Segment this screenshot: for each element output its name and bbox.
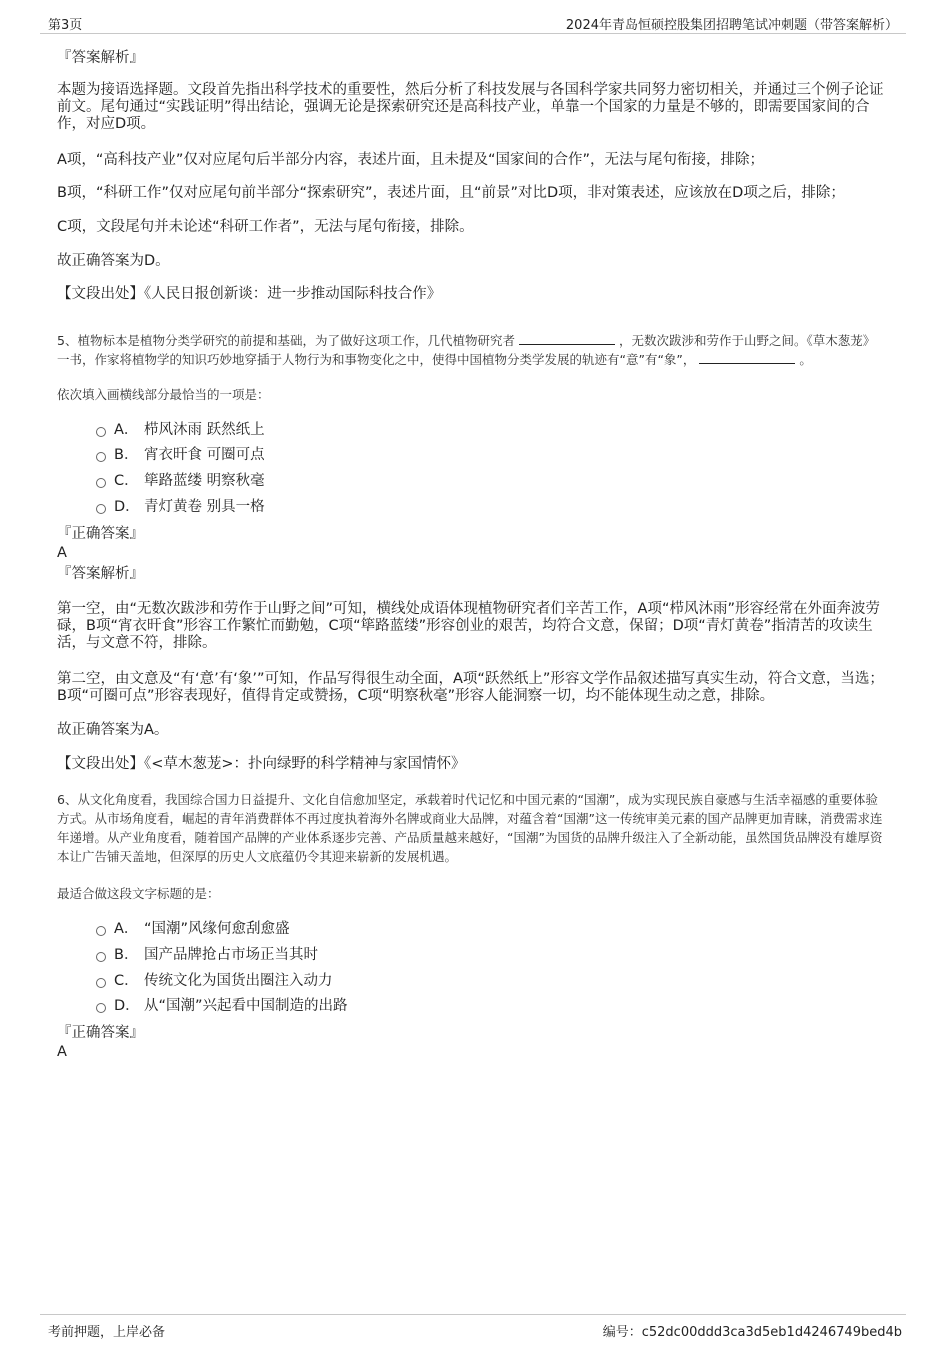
q6-option-b[interactable]: B． 国产品牌抢占市场正当其时: [96, 945, 318, 965]
q4-analysis-label: 『答案解析』: [57, 50, 144, 66]
q5-conclusion: 故正确答案为A。: [57, 722, 169, 738]
q4-analysis-option-c: C项，文段尾句并未论述“科研工作者”，无法与尾句衔接，排除。: [57, 219, 474, 235]
radio-icon[interactable]: [96, 1003, 106, 1013]
q4-source: 【文段出处】《人民日报创新谈：进一步推动国际科技合作》: [57, 286, 442, 302]
q5-blank-1: [519, 332, 615, 345]
q5-source: 【文段出处】《<草木葱茏>：扑向绿野的科学精神与家国情怀》: [57, 756, 466, 772]
q4-analysis-p1: 本题为接语选择题。文段首先指出科学技术的重要性，然后分析了科技发展与各国科学家共同努力密切相关，并通过三个例子论证前文。尾句通过“实践证明”得出结论，强调无论是探索研究还是高科技产业，单靠一个国家的力量是不够的，即需要国家间的合作，对应D项。: [57, 82, 884, 132]
footer-slogan: 考前押题，上岸必备: [48, 1325, 166, 1340]
q5-stem: [57, 331, 887, 369]
radio-icon[interactable]: [96, 952, 106, 962]
document-title: 2024年青岛恒硕控股集团招聘笔试冲刺题（带答案解析）: [565, 18, 898, 33]
q4-analysis-option-a: A项，“高科技产业”仅对应尾句后半部分内容，表述片面，且未提及“国家间的合作”，无法与尾句衔接，排除；: [57, 152, 764, 168]
q5-option-b[interactable]: B． 宵衣旰食 可圈可点: [96, 445, 265, 465]
q5-stem-part3: 。: [799, 352, 812, 367]
q4-analysis-option-b: B项，“科研工作”仅对应尾句前半部分“探索研究”，表述片面，且“前景”对比D项，非对策表述，应该放在D项之后，排除；: [57, 185, 845, 201]
q6-option-c[interactable]: C． 传统文化为国货出圈注入动力: [96, 971, 333, 991]
page-footer: [40, 1314, 906, 1342]
radio-icon[interactable]: [96, 478, 106, 488]
radio-icon[interactable]: [96, 504, 106, 514]
q5-analysis-p1: 第一空，由“无数次跋涉和劳作于山野之间”可知，横线处成语体现植物研究者们辛苦工作，A项“栉风沐雨”形容经常在外面奔波劳碌，B项“宵衣旰食”形容工作繁忙而勤勉，C项“筚路蓝缕”形容创业的艰苦，均符合文意，保留；D项“青灯黄卷”指清苦的攻读生活，与文意不符，排除。: [57, 601, 880, 651]
radio-icon[interactable]: [96, 427, 106, 437]
q5-stem-part2: ，无数次跋涉和劳作于山野之间。《草木葱茏》一书，作家将植物学的知识巧妙地穿插于人物行为和事物变化之中，使得中国植物分类学发展的轨迹有“意”有“象”，: [57, 333, 876, 367]
q6-answer: A: [57, 1044, 67, 1060]
q5-option-a[interactable]: A． 栉风沐雨 跃然纸上: [96, 420, 265, 440]
q6-option-d[interactable]: D． 从“国潮”兴起看中国制造的出路: [96, 996, 348, 1016]
q5-analysis-p2: 第二空，由文意及“有‘意’有‘象’”可知，作品写得很生动全面，A项“跃然纸上”形容文学作品叙述描写真实生动，符合文意，当选；B项“可圈可点”形容表现好，值得肯定或赞扬，C项“明察秋毫”形容人能洞察一切，均不能体现生动之意，排除。: [57, 671, 884, 704]
q6-stem: 6、从文化角度看，我国综合国力日益提升、文化自信愈加坚定，承载着时代记忆和中国元素的“国潮”，成为实现民族自豪感与生活幸福感的重要体验方式。从市场角度看，崛起的青年消费群体不再过度执着海外名牌或商业大品牌，对蕴含着“国潮”这一传统审美元素的国产品牌更加青睐，消费需求连年递增。从产业角度看，随着国产品牌的产业体系逐步完善、产品质量越来越好，“国潮”为国货的品牌升级注入了全新动能，虽然国货品牌没有雄厚资本让广告铺天盖地，但深厚的历史人文底蕴仍令其迎来崭新的发展机遇。: [57, 792, 883, 864]
q5-answer-label: 『正确答案』: [57, 526, 144, 542]
q6-option-a[interactable]: A． “国潮”风缘何愈刮愈盛: [96, 919, 290, 939]
footer-document-id: 编号：c52dc00ddd3ca3d5eb1d4246749bed4b: [602, 1325, 902, 1340]
radio-icon[interactable]: [96, 978, 106, 988]
q6-answer-label: 『正确答案』: [57, 1025, 144, 1041]
q5-analysis-label: 『答案解析』: [57, 566, 144, 582]
radio-icon[interactable]: [96, 452, 106, 462]
q6-instruction: 最适合做这段文字标题的是：: [57, 886, 220, 901]
q5-answer: A: [57, 545, 67, 561]
radio-icon[interactable]: [96, 926, 106, 936]
q5-blank-2: [699, 351, 795, 364]
page-number: 第3页: [48, 18, 83, 33]
q5-stem-part1: 5、植物标本是植物分类学研究的前提和基础，为了做好这项工作，几代植物研究者: [57, 333, 515, 348]
q5-instruction: 依次填入画横线部分最恰当的一项是：: [57, 387, 270, 402]
q5-option-d[interactable]: D． 青灯黄卷 别具一格: [96, 497, 265, 517]
page-header: [40, 0, 906, 34]
q4-conclusion: 故正确答案为D。: [57, 253, 170, 269]
q5-option-c[interactable]: C． 筚路蓝缕 明察秋毫: [96, 471, 265, 491]
